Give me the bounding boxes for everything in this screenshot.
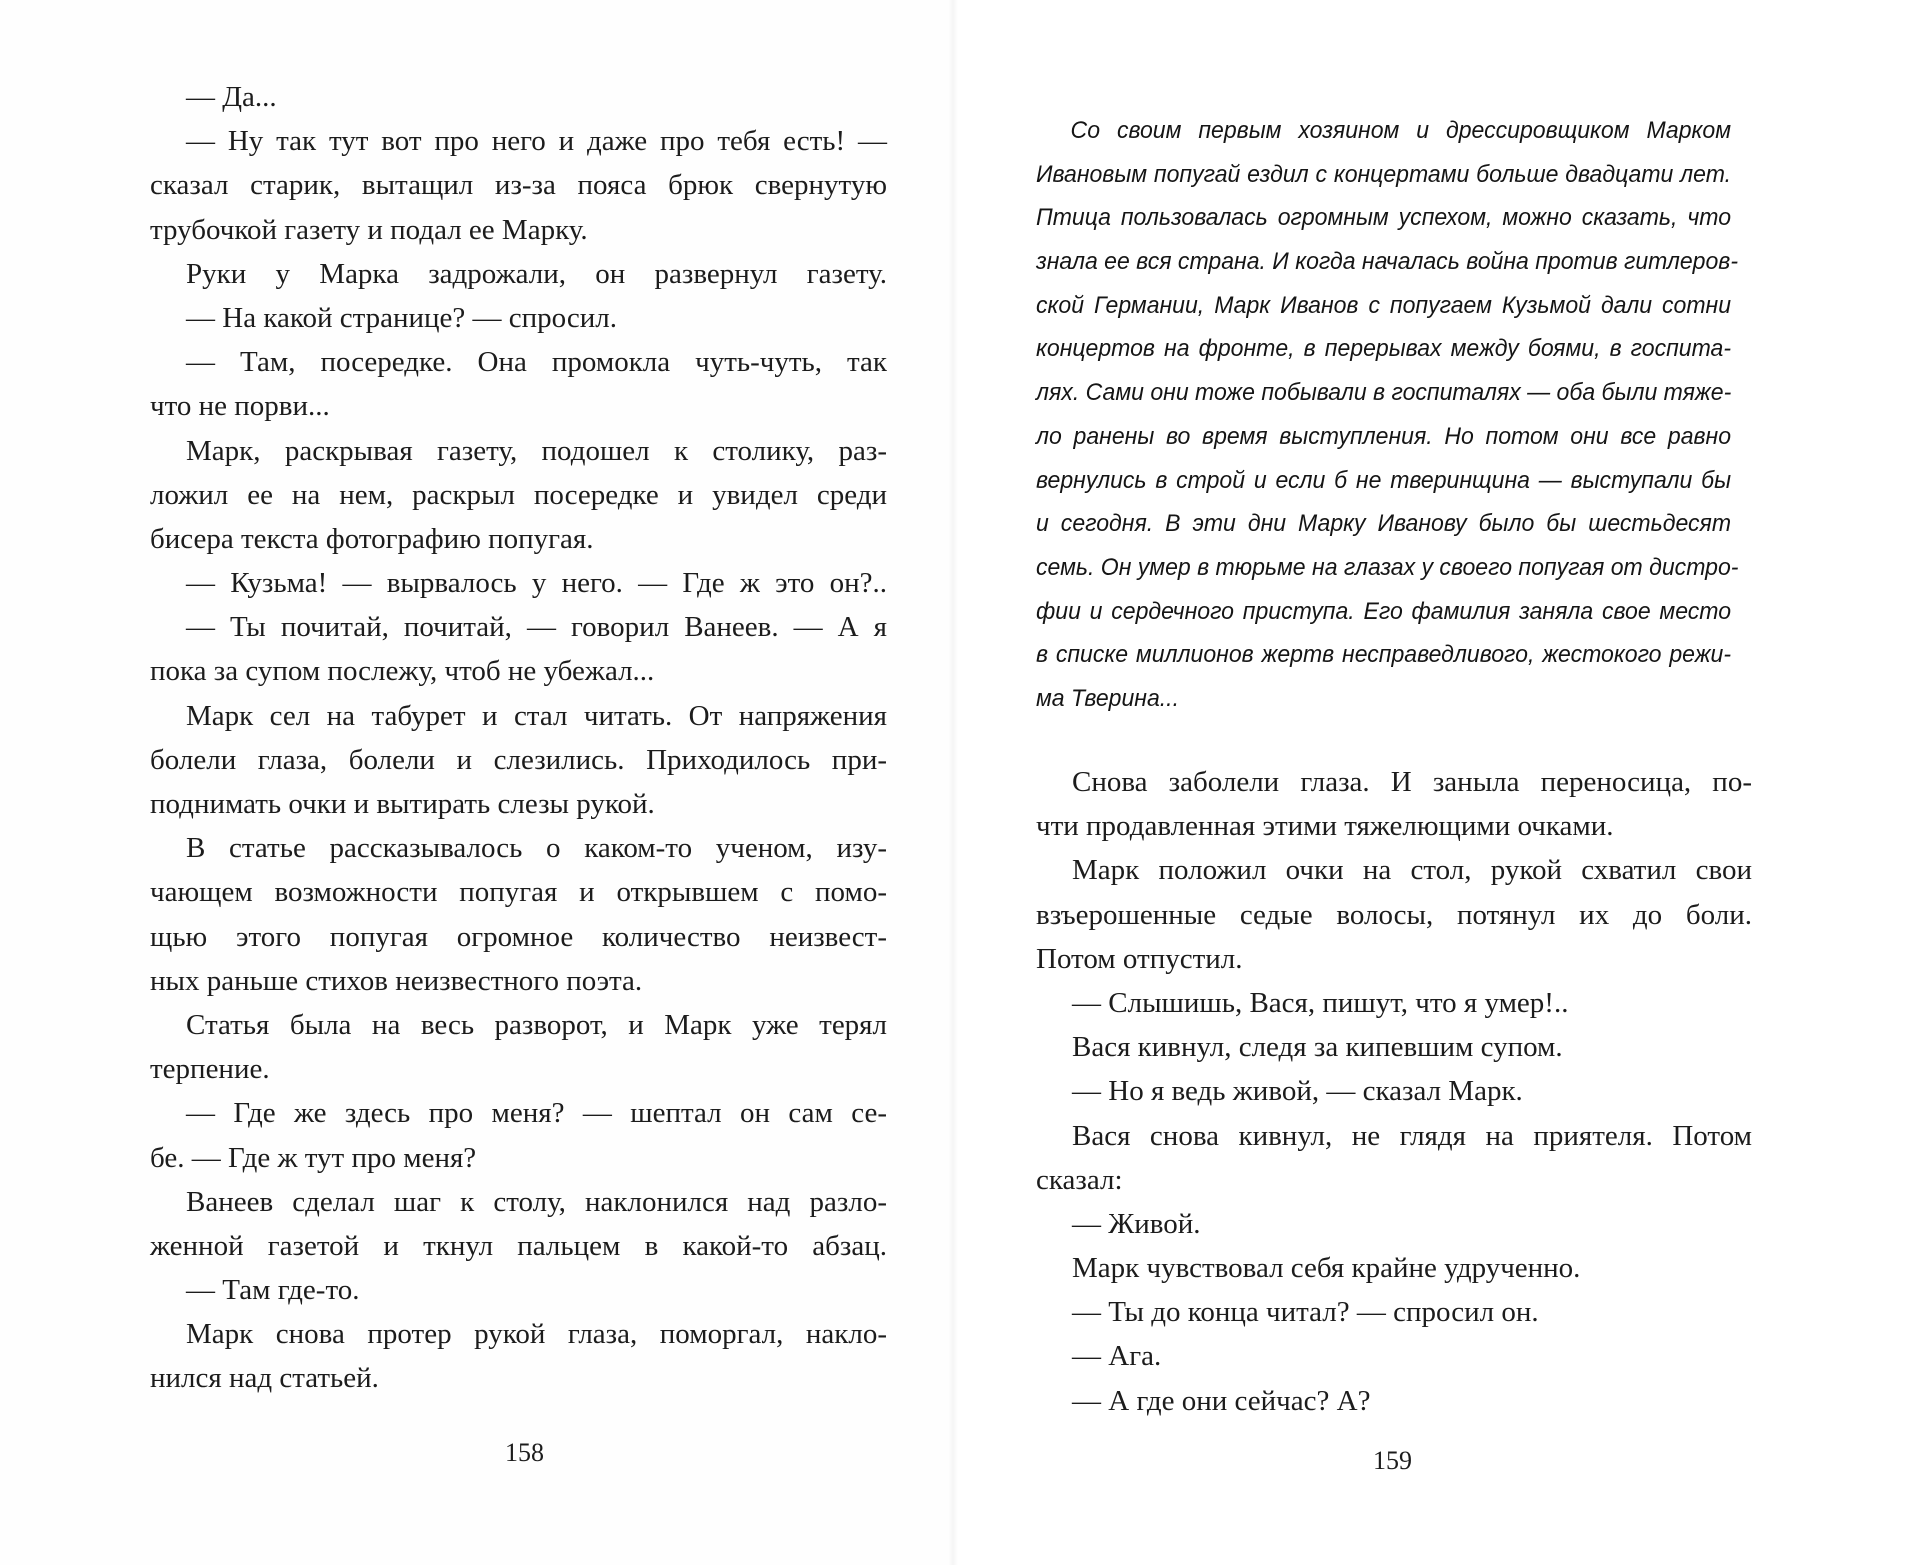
text-line: — А где они сейчас? А? bbox=[1072, 1384, 1371, 1417]
text-line: Статья была на весь разворот, и Марк уже терял bbox=[186, 1008, 887, 1041]
text-line: поднимать очки и вытирать слезы рукой. bbox=[150, 788, 655, 820]
quote-line: ской Германии, Марк Иванов с попугаем Кузьмой дали сотни bbox=[1036, 291, 1732, 319]
quote-line: Птица пользовалась огромным успехом, можно сказать, что bbox=[1036, 204, 1732, 232]
left-page-body bbox=[150, 75, 887, 1401]
text-line: — Слышишь, Вася, пишут, что я умер!.. bbox=[1072, 986, 1569, 1019]
text-line: Потом отпустил. bbox=[1036, 942, 1243, 975]
quote-line: знала ее вся страна. И когда началась война против гитлеров- bbox=[1036, 248, 1738, 276]
text-line: женной газетой и ткнул пальцем в какой-то абзац. bbox=[150, 1229, 887, 1262]
text-line: сказал старик, вытащил из-за пояса брюк свернутую bbox=[150, 169, 887, 202]
right-page-body bbox=[1036, 760, 1752, 1423]
text-line: — Там где-то. bbox=[186, 1274, 360, 1307]
quote-line: ма Тверина... bbox=[1036, 684, 1179, 712]
text-line: — Живой. bbox=[1072, 1207, 1201, 1240]
quote-line: Ивановым попугай ездил с концертами больше двадцати лет. bbox=[1036, 160, 1732, 188]
text-line: что не порви... bbox=[150, 390, 330, 423]
text-line: бе. — Где ж тут про меня? bbox=[150, 1141, 477, 1174]
text-line: ных раньше стихов неизвестного поэта. bbox=[150, 964, 643, 997]
newspaper-quote bbox=[1036, 109, 1739, 721]
quote-line: Со своим первым хозяином и дрессировщиком Марком bbox=[1070, 117, 1732, 144]
text-line: — Да... bbox=[186, 81, 277, 113]
quote-line: фии и сердечного приступа. Его фамилия заняла свое место bbox=[1036, 597, 1732, 625]
text-line: — Ты до конца читал? — спросил он. bbox=[1072, 1296, 1539, 1329]
text-line: терпение. bbox=[150, 1053, 270, 1086]
quote-line: лях. Сами они тоже побывали в госпиталях — оба были тяже- bbox=[1036, 379, 1732, 407]
book-gutter bbox=[948, 0, 958, 1565]
text-line: взъерошенные седые волосы, потянул их до боли. bbox=[1036, 898, 1752, 931]
text-line: Вася кивнул, следя за кипевшим супом. bbox=[1072, 1031, 1563, 1064]
text-line: сказал: bbox=[1036, 1163, 1123, 1196]
quote-line: в списке миллионов жертв несправедливого, жестокого режи- bbox=[1036, 641, 1732, 669]
text-line: — Но я ведь живой, — сказал Марк. bbox=[1072, 1075, 1523, 1108]
text-line: Марк сел на табурет и стал читать. От напряжения bbox=[186, 699, 887, 732]
text-line: — Там, посередке. Она промокла чуть-чуть, так bbox=[186, 346, 887, 379]
text-line: Вася снова кивнул, не глядя на приятеля. Потом bbox=[1072, 1119, 1752, 1152]
text-line: Марк, раскрывая газету, подошел к столику, раз- bbox=[186, 434, 887, 467]
text-line: Марк снова протер рукой глаза, поморгал, накло- bbox=[186, 1318, 887, 1351]
text-line: — Ты почитай, почитай, — говорил Ванеев. — А я bbox=[186, 611, 887, 644]
quote-line: ло ранены во время выступления. Но потом они все равно bbox=[1036, 422, 1732, 450]
text-line: — Ну так тут вот про него и даже про тебя есть! — bbox=[186, 125, 887, 158]
text-line: нился над статьей. bbox=[150, 1362, 379, 1395]
text-line: — На какой странице? — спросил. bbox=[186, 301, 618, 334]
text-line: бисера текста фотографию попугая. bbox=[150, 522, 594, 555]
quote-line: вернулись в строй и если б не тверинщина — выступали бы bbox=[1036, 466, 1732, 494]
text-line: В статье рассказывалось о каком-то ученом, изу- bbox=[186, 832, 887, 865]
text-line: — Где же здесь про меня? — шептал он сам се- bbox=[186, 1097, 887, 1130]
quote-line: семь. Он умер в тюрьме на глазах у своего попугая от дистро- bbox=[1036, 553, 1739, 581]
text-line: пока за супом послежу, чтоб не убежал... bbox=[150, 655, 655, 688]
text-line: Снова заболели глаза. И заныла переносица, по- bbox=[1072, 766, 1752, 798]
text-line: чти продавленная этими тяжелющими очками. bbox=[1036, 810, 1614, 843]
text-line: Руки у Марка задрожали, он развернул газету. bbox=[186, 257, 887, 290]
text-line: чающем возможности попугая и открывшем с помо- bbox=[150, 876, 887, 909]
page-number-right: 159 bbox=[1373, 1446, 1412, 1475]
text-line: Марк положил очки на стол, рукой схватил свои bbox=[1072, 854, 1752, 887]
page-number-left: 158 bbox=[505, 1438, 544, 1467]
quote-line: и сегодня. В эти дни Марку Иванову было бы шестьдесят bbox=[1036, 510, 1732, 538]
text-line: болели глаза, болели и слезились. Приходилось при- bbox=[150, 743, 887, 776]
text-line: Ванеев сделал шаг к столу, наклонился над разло- bbox=[186, 1185, 887, 1218]
text-line: щью этого попугая огромное количество неизвест- bbox=[150, 920, 887, 953]
text-line: трубочкой газету и подал ее Марку. bbox=[150, 213, 588, 246]
text-line: ложил ее на нем, раскрыл посередке и увидел среди bbox=[150, 478, 887, 511]
quote-line: концертов на фронте, в перерывах между боями, в госпита- bbox=[1036, 335, 1732, 363]
text-line: — Ага. bbox=[1072, 1340, 1162, 1373]
text-line: Марк чувствовал себя крайне удрученно. bbox=[1072, 1252, 1581, 1285]
text-line: — Кузьма! — вырвалось у него. — Где ж это он?.. bbox=[186, 567, 887, 600]
